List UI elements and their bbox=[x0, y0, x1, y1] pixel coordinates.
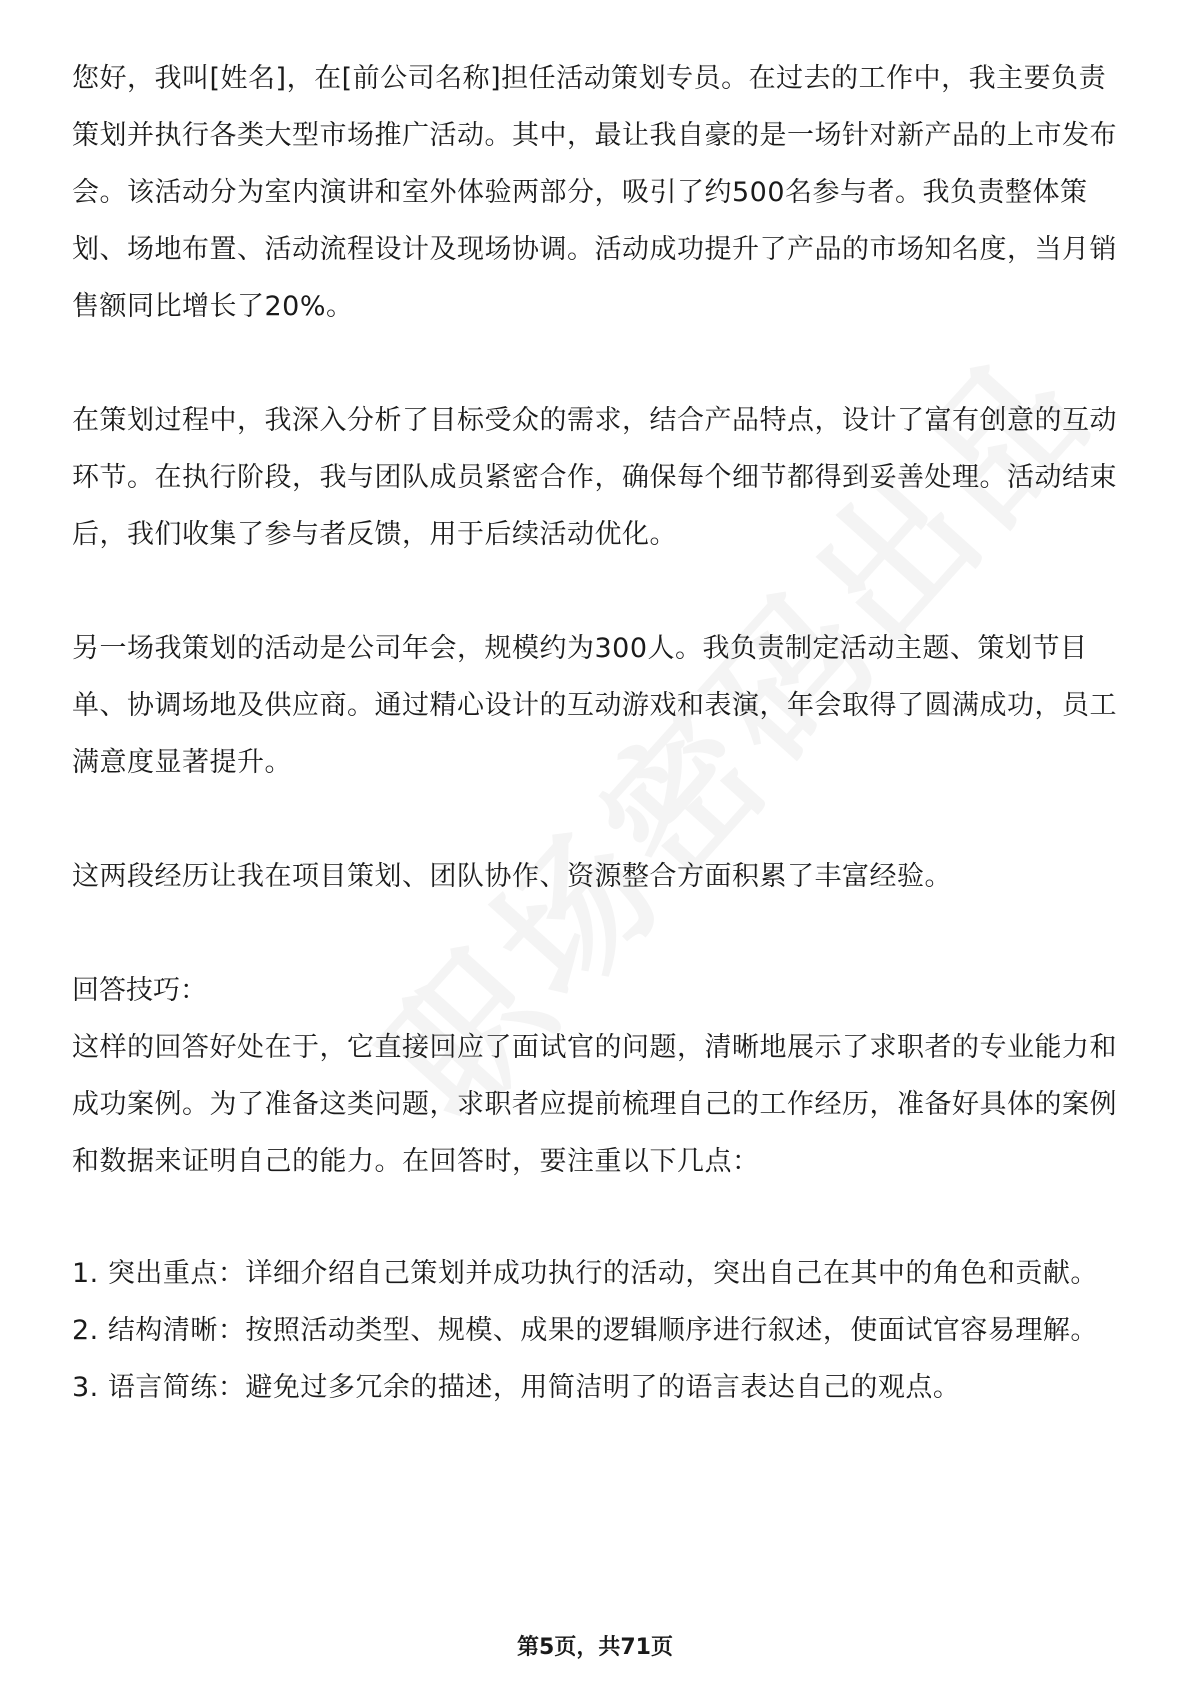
answer-paragraph-4: 这两段经历让我在项目策划、团队协作、资源整合方面积累了丰富经验。 bbox=[72, 861, 952, 892]
tips-list-item: 2. 结构清晰：按照活动类型、规模、成果的逻辑顺序进行叙述，使面试官容易理解。 bbox=[72, 1315, 1098, 1346]
document-body bbox=[72, 50, 1122, 1416]
answer-paragraph-2: 在策划过程中，我深入分析了目标受众的需求，结合产品特点，设计了富有创意的互动环节。在执行阶段，我与团队成员紧密合作，确保每个细节都得到妥善处理。活动结束后，我们收集了参与者反馈，用于后续活动优化。 bbox=[72, 405, 1117, 550]
tips-list-item: 3. 语言简练：避免过多冗余的描述，用简洁明了的语言表达自己的观点。 bbox=[72, 1372, 961, 1403]
tips-list-item: 1. 突出重点：详细介绍自己策划并成功执行的活动，突出自己在其中的角色和贡献。 bbox=[72, 1258, 1098, 1289]
tips-intro: 这样的回答好处在于，它直接回应了面试官的问题，清晰地展示了求职者的专业能力和成功案例。为了准备这类问题，求职者应提前梳理自己的工作经历，准备好具体的案例和数据来证明自己的能力。在回答时，要注重以下几点： bbox=[72, 1032, 1117, 1177]
page-number: 第5页，共71页 bbox=[517, 1635, 673, 1660]
tips-heading: 回答技巧： bbox=[72, 975, 207, 1006]
answer-paragraph-1: 您好，我叫[姓名]，在[前公司名称]担任活动策划专员。在过去的工作中，我主要负责策划并执行各类大型市场推广活动。其中，最让我自豪的是一场针对新产品的上市发布会。该活动分为室内演讲和室外体验两部分，吸引了约500名参与者。我负责整体策划、场地布置、活动流程设计及现场协调。活动成功提升了产品的市场知名度，当月销售额同比增长了20%。 bbox=[72, 63, 1117, 322]
answer-paragraph-3: 另一场我策划的活动是公司年会，规模约为300人。我负责制定活动主题、策划节目单、协调场地及供应商。通过精心设计的互动游戏和表演，年会取得了圆满成功，员工满意度显著提升。 bbox=[72, 633, 1117, 778]
